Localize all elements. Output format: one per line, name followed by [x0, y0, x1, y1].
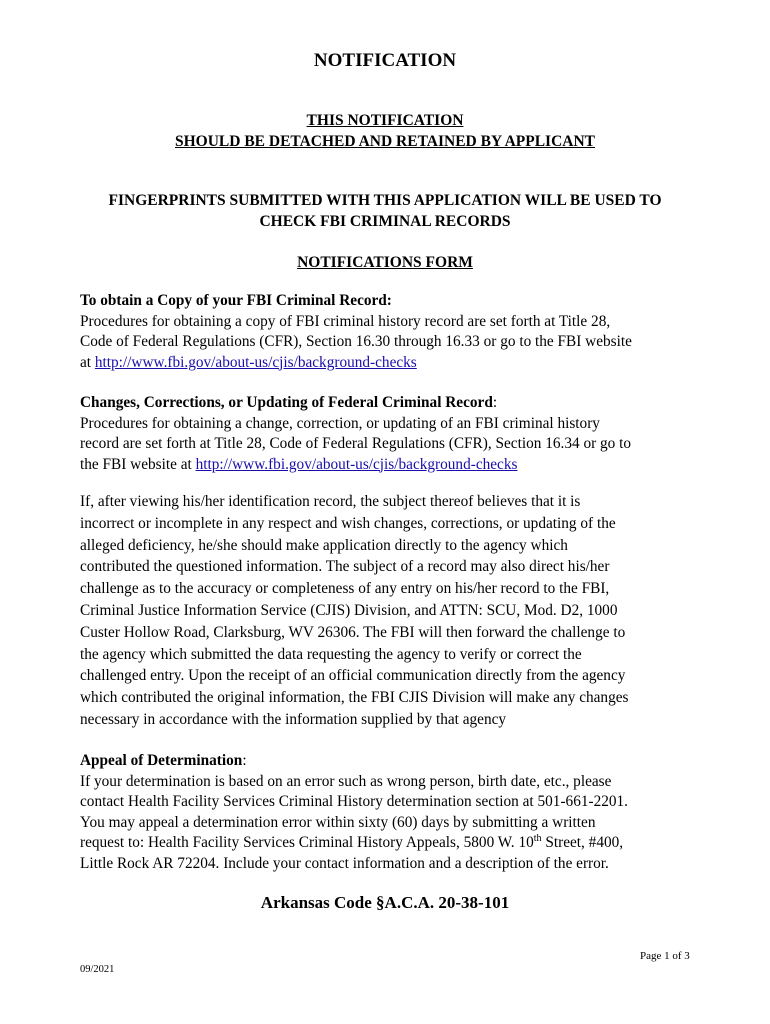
retain-notice-line2: SHOULD BE DETACHED AND RETAINED BY APPLICANT	[175, 133, 595, 150]
fbi-background-checks-link[interactable]: http://www.fbi.gov/about-us/cjis/background-checks	[195, 455, 518, 473]
page-number: Page 1 of 3	[640, 950, 690, 962]
appeal-section	[80, 751, 710, 874]
appeal-text-line: contact Health Facility Services Criminal History determination section at 501-661-2201.	[80, 793, 629, 810]
appeal-text-line: If your determination is based on an error such as wrong person, birth date, etc., please	[80, 772, 612, 790]
changes-heading-colon: :	[492, 394, 498, 411]
appeal-address-prefix: request to: Health Facility Services Criminal History Appeals, 5800 W. 10	[80, 834, 534, 851]
challenge-text-line: challenged entry. Upon the receipt of an official communication directly from the agency	[80, 667, 626, 685]
challenge-text-line: Custer Hollow Road, Clarksburg, WV 26306. The FBI will then forward the challenge to	[80, 623, 626, 641]
changes-section	[80, 393, 710, 475]
obtain-record-heading: To obtain a Copy of your FBI Criminal Record:	[80, 292, 392, 309]
challenge-text-line: necessary in accordance with the information supplied by that agency	[80, 710, 507, 728]
challenge-text-line: which contributed the original information, the FBI CJIS Division will make any changes	[80, 689, 629, 707]
challenge-text-line: alleged deficiency, he/she should make application directly to the agency which	[80, 536, 568, 554]
appeal-heading-colon: :	[242, 752, 247, 769]
fbi-background-checks-link[interactable]: http://www.fbi.gov/about-us/cjis/background-checks	[94, 353, 417, 371]
appeal-heading: Appeal of Determination	[80, 752, 243, 769]
obtain-record-text-line: Procedures for obtaining a copy of FBI criminal history record are set forth at Title 28,	[80, 312, 611, 330]
challenge-text-line: If, after viewing his/her identification record, the subject thereof believes that it is	[80, 493, 581, 510]
challenge-text-line: challenge as to the accuracy or completeness of any entry on his/her record to the FBI,	[80, 580, 610, 598]
changes-heading-line	[80, 393, 710, 414]
fingerprints-notice-line2: CHECK FBI CRIMINAL RECORDS	[259, 213, 511, 230]
revision-date: 09/2021	[80, 964, 115, 975]
challenge-paragraph	[80, 491, 710, 731]
obtain-record-text-line	[80, 353, 710, 374]
changes-link-prefix: the FBI website at	[80, 455, 196, 473]
challenge-text-line: Criminal Justice Information Service (CJIS) Division, and ATTN: SCU, Mod. D2, 1000	[80, 601, 618, 619]
obtain-record-text-line: Code of Federal Regulations (CFR), Section 16.30 through 16.33 or go to the FBI website	[80, 333, 632, 350]
fingerprints-notice-line1: FINGERPRINTS SUBMITTED WITH THIS APPLICATION WILL BE USED TO	[108, 192, 662, 209]
changes-text-line: record are set forth at Title 28, Code of Federal Regulations (CFR), Section 16.34 or go to	[80, 435, 632, 452]
challenge-text-line: incorrect or incomplete in any respect and wish changes, corrections, or updating of the	[80, 514, 616, 532]
challenge-text-line: the agency which submitted the data requesting the agency to verify or correct the	[80, 645, 582, 663]
appeal-address-suffix: Street, #400,	[541, 834, 624, 851]
changes-text-line: Procedures for obtaining a change, correction, or updating of an FBI criminal history	[80, 414, 600, 432]
obtain-record-section	[80, 291, 710, 373]
arkansas-code-citation: Arkansas Code §A.C.A. 20-38-101	[260, 893, 510, 912]
retain-notice-line1: THIS NOTIFICATION	[306, 112, 464, 129]
document-title: NOTIFICATION	[313, 50, 457, 71]
changes-heading: Changes, Corrections, or Updating of Federal Criminal Record	[80, 394, 493, 411]
appeal-heading-line	[80, 751, 710, 772]
form-title: NOTIFICATIONS FORM	[297, 254, 473, 271]
appeal-text-line: Little Rock AR 72204. Include your contact information and a description of the error.	[80, 854, 609, 872]
appeal-text-line	[80, 833, 710, 854]
challenge-text-line: contributed the questioned information. The subject of a record may also direct his/her	[80, 558, 610, 576]
appeal-ordinal-suffix: th	[533, 832, 542, 844]
obtain-record-link-prefix: at	[80, 353, 95, 371]
appeal-text-line: You may appeal a determination error within sixty (60) days by submitting a written	[80, 813, 596, 831]
changes-text-line	[80, 455, 710, 476]
